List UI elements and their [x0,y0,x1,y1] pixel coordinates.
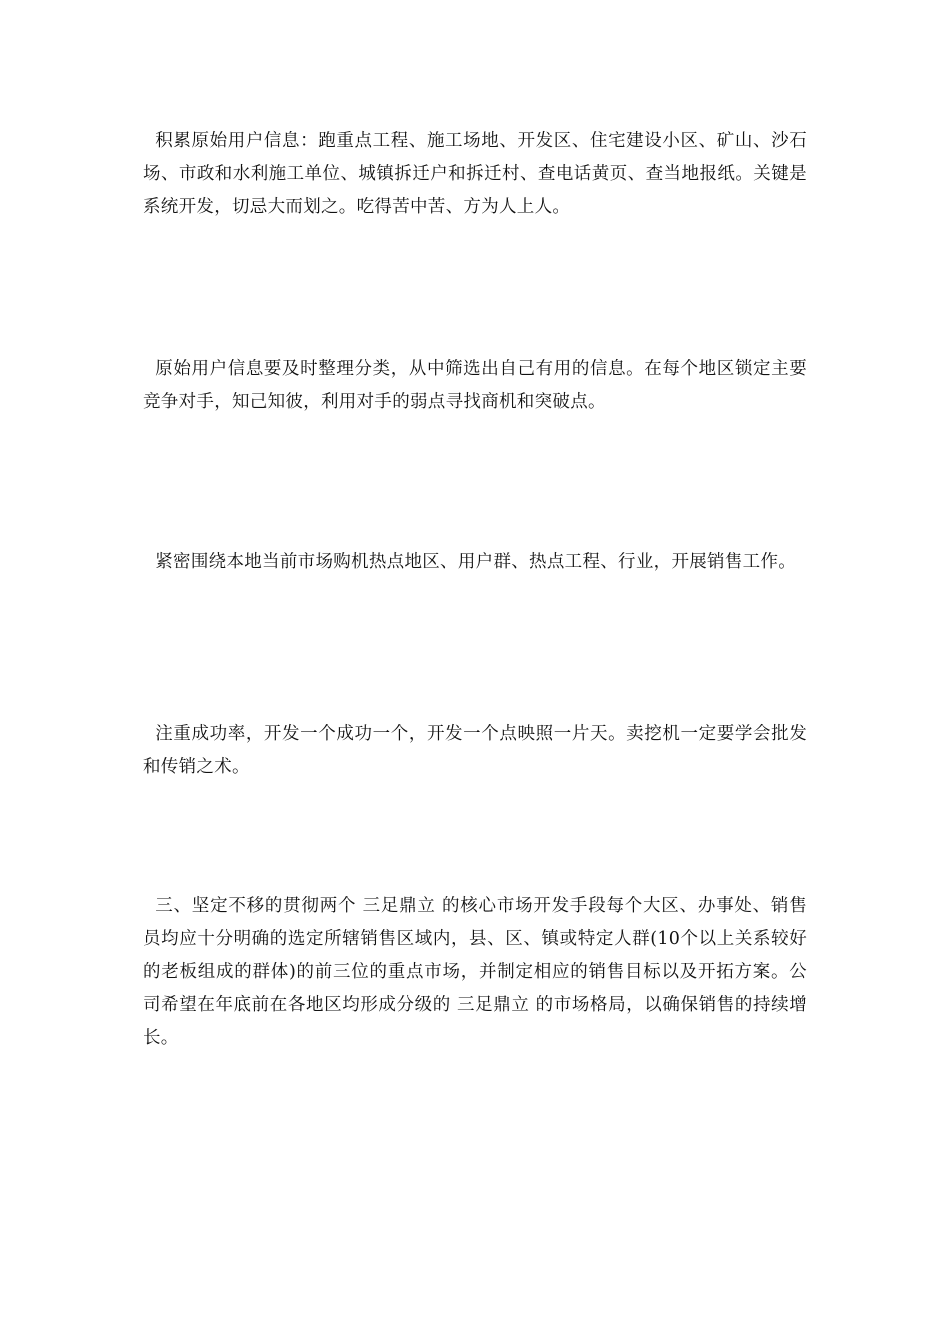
paragraph-three-pillars: 三、坚定不移的贯彻两个 三足鼎立 的核心市场开发手段每个大区、办事处、销售员均应十分明确的选定所辖销售区域内，县、区、镇或特定人群(10个以上关系较好的老板组成的群体)的前三位的重点市场，并制定相应的销售目标以及开拓方案。公司希望在年底前在各地区均形成分级的 三足鼎立 的市场格局，以确保销售的持续增长。 [143,896,807,1048]
paragraph-hotspot-market: 紧密围绕本地当前市场购机热点地区、用户群、热点工程、行业，开展销售工作。 [155,552,797,572]
paragraph-success-rate: 注重成功率，开发一个成功一个，开发一个点映照一片天。卖挖机一定要学会批发和传销之术。 [143,724,807,777]
paragraph-classify-info: 原始用户信息要及时整理分类，从中筛选出自己有用的信息。在每个地区锁定主要竞争对手，知己知彼，利用对手的弱点寻找商机和突破点。 [143,359,807,412]
paragraph-user-info: 积累原始用户信息：跑重点工程、施工场地、开发区、住宅建设小区、矿山、沙石场、市政和水利施工单位、城镇拆迁户和拆迁村、查电话黄页、查当地报纸。关键是系统开发，切忌大而划之。吃得苦中苦、方为人上人。 [143,131,807,217]
